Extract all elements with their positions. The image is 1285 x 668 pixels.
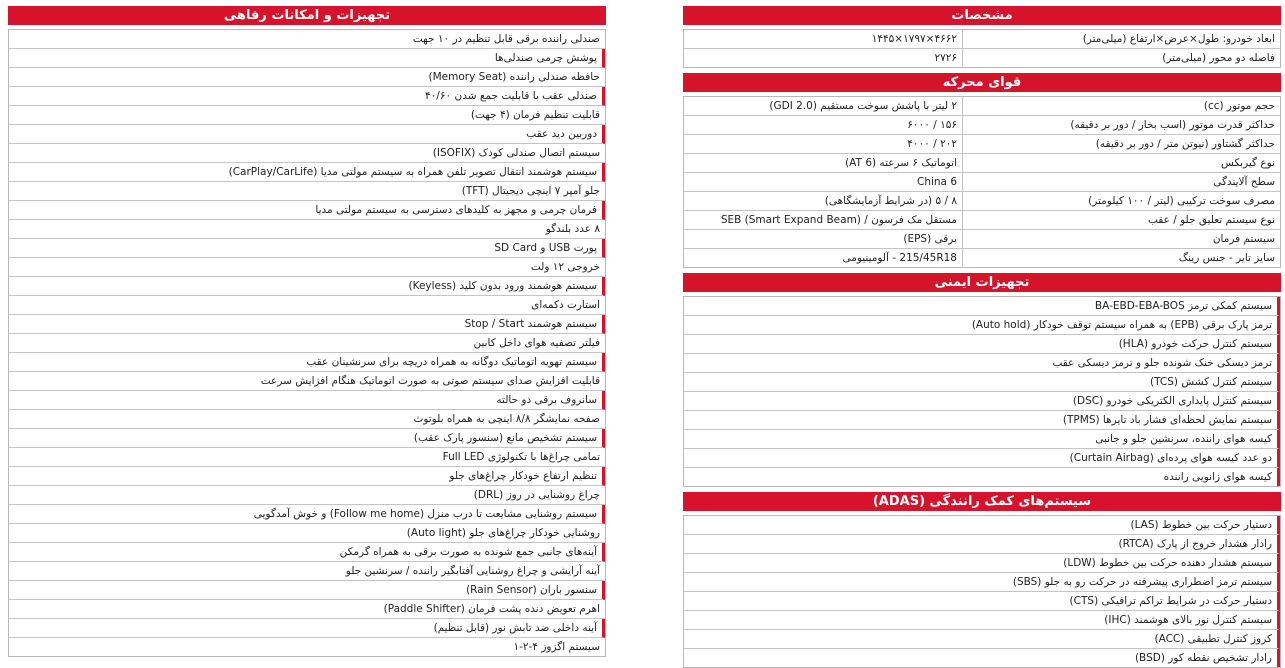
adas-header: سیستم‌های کمک رانندگی (ADAS)	[683, 492, 1281, 511]
list-item: استارت دکمه‌ای	[9, 296, 605, 315]
list-item: دو عدد کیسه هوای پرده‌ای (Curtain Airbag)	[684, 449, 1280, 468]
comfort-list	[8, 29, 606, 657]
spec-value: مستقل مک فرسون / SEB (Smart Expand Beam)	[720, 214, 957, 226]
spec-label: حداکثر قدرت موتور (اسب بخار / دور بر دقیقه)	[962, 116, 1280, 134]
spec-label: حداکثر گشتاور (نیوتن متر / دور بر دقیقه)	[962, 135, 1280, 153]
table-row	[684, 230, 1280, 249]
safety-list	[683, 296, 1281, 487]
list-item: حافظه صندلی راننده (Memory Seat)	[9, 68, 605, 87]
list-item: سیستم کنترل حرکت خودرو (HLA)	[684, 335, 1280, 354]
spec-value: برقی (EPS)	[903, 233, 957, 245]
list-item: دستیار حرکت بین خطوط (LAS)	[684, 516, 1280, 535]
list-item: آینه آرایشی و چراغ روشنایی آفتابگیر راننده / سرنشین جلو	[9, 562, 605, 581]
spec-label: فاصله دو محور (میلی‌متر)	[962, 49, 1280, 67]
spec-value: ۱۵۶ / ۶۰۰۰	[907, 119, 957, 131]
list-item: صفحه نمایشگر ۸/۸ اینچی به همراه بلوتوث	[9, 410, 605, 429]
list-item: رادار تشخیص نقطه کور (BSD)	[684, 649, 1280, 667]
list-item: تمامی چراغ‌ها با تکنولوژی Full LED	[9, 448, 605, 467]
list-item: سنسور باران (Rain Sensor)	[9, 581, 605, 600]
list-item: سانروف برقی دو حالته	[9, 391, 605, 410]
list-item: کیسه هوای زانویی راننده	[684, 468, 1280, 486]
list-item: سیستم تشخیص مانع (سنسور پارک عقب)	[9, 429, 605, 448]
list-item: فیلتر تصفیه هوای داخل کابین	[9, 334, 605, 353]
table-row	[684, 173, 1280, 192]
specs-header: مشخصات	[683, 6, 1281, 25]
right-column	[683, 6, 1281, 668]
spec-label: نوع گیربکس	[962, 154, 1280, 172]
list-item: سیستم هوشمند Stop / Start	[9, 315, 605, 334]
list-item: سیستم تهویه اتوماتیک دوگانه به همراه دریچه برای سرنشینان عقب	[9, 353, 605, 372]
list-item: ۸ عدد بلندگو	[9, 220, 605, 239]
table-row	[684, 135, 1280, 154]
list-item: سیستم کمکی ترمز BA-EBD-EBA-BOS	[684, 297, 1280, 316]
list-item: ترمز دیسکی خنک شونده جلو و ترمز دیسکی عقب	[684, 354, 1280, 373]
list-item: سیستم هشدار دهنده حرکت بین خطوط (LDW)	[684, 554, 1280, 573]
list-item: سیستم هوشمند ورود بدون کلید (Keyless)	[9, 277, 605, 296]
comfort-header: تجهیزات و امکانات رفاهی	[8, 6, 606, 25]
table-row	[684, 97, 1280, 116]
list-item: کروز کنترل تطبیقی (ACC)	[684, 630, 1280, 649]
list-item: قابلیت تنظیم فرمان (۴ جهت)	[9, 106, 605, 125]
table-row	[684, 116, 1280, 135]
list-item: سیستم کنترل کشش (TCS)	[684, 373, 1280, 392]
list-item: دستیار حرکت در شرایط تراکم ترافیکی (CTS)	[684, 592, 1280, 611]
spec-value: ۲۷۲۶	[934, 52, 957, 64]
list-item: کیسه هوای راننده، سرنشین جلو و جانبی	[684, 430, 1280, 449]
list-item: سیستم اتصال صندلی کودک (ISOFIX)	[9, 144, 605, 163]
spec-label: سایز تایر - جنس رینگ	[962, 249, 1280, 267]
list-item: چراغ روشنایی در روز (DRL)	[9, 486, 605, 505]
list-item: صندلی عقب با قابلیت جمع شدن ۴۰/۶۰	[9, 87, 605, 106]
list-item: جلو آمپر ۷ اینچی دیجیتال (TFT)	[9, 182, 605, 201]
spec-label: سطح آلایندگی	[962, 173, 1280, 191]
list-item: رادار هشدار خروج از پارک (RTCA)	[684, 535, 1280, 554]
spec-value: ۸ / ۵ (در شرایط آزمایشگاهی)	[824, 195, 957, 207]
list-item: سیستم کنترل نور بالای هوشمند (IHC)	[684, 611, 1280, 630]
safety-header: تجهیزات ایمنی	[683, 273, 1281, 292]
list-item: سیستم هوشمند انتقال تصویر تلفن همراه به سیستم مولتی مدیا (CarPlay/CarLife)	[9, 163, 605, 182]
list-item: روشنایی خودکار چراغ‌های جلو (Auto light)	[9, 524, 605, 543]
powertrain-table	[683, 96, 1281, 268]
table-row	[684, 192, 1280, 211]
list-item: پوشش چرمی صندلی‌ها	[9, 49, 605, 68]
table-row	[684, 30, 1280, 49]
spec-value: اتوماتیک ۶ سرعته (6 AT)	[845, 157, 957, 169]
spec-value: ۲ لیتر با پاشش سوخت مستقیم (GDI 2.0)	[769, 100, 957, 112]
list-item: دوربین دید عقب	[9, 125, 605, 144]
table-row	[684, 49, 1280, 67]
list-item: سیستم ترمز اضطراری پیشرفته در حرکت رو به جلو (SBS)	[684, 573, 1280, 592]
list-item: سیستم نمایش لحظه‌ای فشار باد تایرها (TPMS)	[684, 411, 1280, 430]
list-item: صندلی راننده برقی قابل تنظیم در ۱۰ جهت	[9, 30, 605, 49]
powertrain-header: قوای محرکه	[683, 73, 1281, 92]
list-item: تنظیم ارتفاع خودکار چراغ‌های جلو	[9, 467, 605, 486]
list-item: سیستم روشنایی مشایعت تا درب منزل (Follow me home) و خوش آمدگویی	[9, 505, 605, 524]
list-item: پورت USB و SD Card	[9, 239, 605, 258]
adas-list	[683, 515, 1281, 668]
spec-label: حجم موتور (cc)	[962, 97, 1280, 115]
list-item: قابلیت افزایش صدای سیستم صوتی به صورت اتوماتیک هنگام افزایش سرعت	[9, 372, 605, 391]
list-item: سیستم کنترل پایداری الکتریکی خودرو (DSC)	[684, 392, 1280, 411]
list-item: خروجی ۱۲ ولت	[9, 258, 605, 277]
left-column	[8, 6, 606, 657]
spec-value: 215/45R18 - آلومینیومی	[842, 252, 957, 264]
list-item: فرمان چرمی و مجهز به کلیدهای دسترسی به سیستم مولتی مدیا	[9, 201, 605, 220]
list-item: آینه داخلی ضد تابش نور (قابل تنظیم)	[9, 619, 605, 638]
spec-value: ۲۰۲ / ۴۰۰۰	[907, 138, 957, 150]
table-row	[684, 154, 1280, 173]
spec-value: ۴۶۶۲×۱۷۹۷×۱۴۴۵	[871, 33, 957, 45]
specs-table	[683, 29, 1281, 68]
table-row	[684, 211, 1280, 230]
list-item: اهرم تعویض دنده پشت فرمان (Paddle Shifter)	[9, 600, 605, 619]
spec-label: مصرف سوخت ترکیبی (لیتر / ۱۰۰ کیلومتر)	[962, 192, 1280, 210]
spec-label: سیستم فرمان	[962, 230, 1280, 248]
spec-label: نوع سیستم تعلیق جلو / عقب	[962, 211, 1280, 229]
spec-label: ابعاد خودرو: طول×عرض×ارتفاع (میلی‌متر)	[962, 30, 1280, 48]
table-row	[684, 249, 1280, 267]
spec-value: China 6	[916, 176, 957, 188]
list-item: آینه‌های جانبی جمع شونده به صورت برقی به همراه گرمکن	[9, 543, 605, 562]
list-item: سیستم اگزوز ۴-۲-۱	[513, 641, 600, 653]
list-item: ترمز پارک برقی (EPB) به همراه سیستم توقف خودکار (Auto hold)	[684, 316, 1280, 335]
